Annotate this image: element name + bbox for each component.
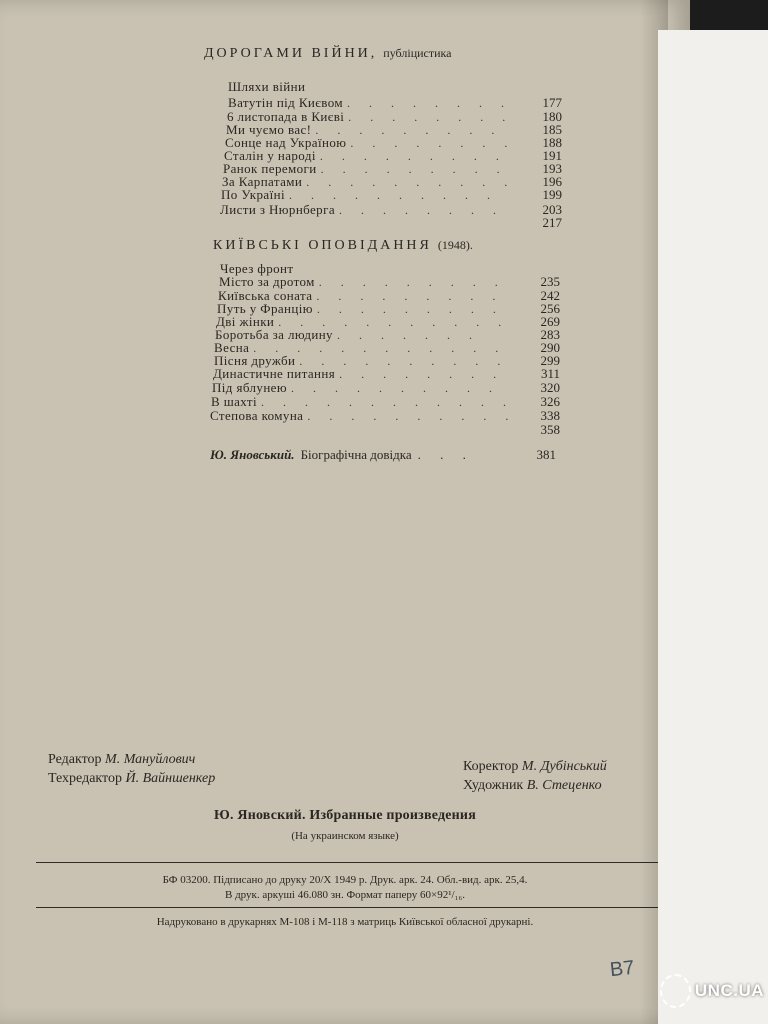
toc-item-title: Під яблунею [212,380,287,395]
bio-entry [210,447,556,463]
credit-artist-label: Художник [463,778,524,793]
imprint-line-3: Надруковано в друкарнях М-108 і М-118 з матриць Київської обласної друкарні. [156,916,534,928]
toc-item [221,188,562,202]
toc-item-page: 188 [542,135,562,150]
toc-leader: . . . . . . . . . . [290,382,500,395]
sun-logo-icon [660,974,691,1008]
toc-item-page: 196 [542,174,562,189]
toc-leader: . . . . . . . . . [316,303,504,316]
toc-leader: . . . . . . . . . [319,150,507,163]
credit-techeditor-label: Техредактор [48,771,122,786]
toc-item-page: 180 [542,109,562,124]
toc-item [211,395,560,409]
toc-item-page: 299 [540,353,560,368]
credit-artist-name: В. Стеценко [526,778,602,793]
toc-leader: . . . . . . . . . . [288,189,498,202]
toc-item-page: 191 [542,148,562,163]
credit-editor-name: М. Мануйлович [105,752,196,767]
toc-item [228,80,558,93]
toc-item-title: В шахті [211,394,257,409]
toc-item-title: Ми чуємо вас! [226,122,312,137]
next-page-edge [658,30,768,1024]
toc-item [220,203,562,217]
toc-item-page: 358 [540,422,560,437]
toc-item-page: 242 [540,288,560,303]
toc-item-title: Путь у Францію [217,301,313,316]
toc-leader: . . . . . . . . . . . . [253,342,507,355]
toc-item-page: 217 [542,215,562,230]
toc-item-page: 326 [540,394,560,409]
toc-item-page: 193 [542,161,562,176]
toc-item-title: Листи з Нюрнберга [220,202,335,217]
toc-item [219,275,560,289]
toc-item-page: 235 [540,274,560,289]
toc-leader: . . . . . . . . [346,97,512,110]
toc-item-title: Ранок перемоги [223,161,317,176]
toc-leader: . . . . . . . . . . [306,176,516,189]
toc-item [213,367,560,381]
handwritten-mark: В7 [608,956,636,982]
section-subtitle-2: (1948). [437,238,473,252]
toc-item-page: 269 [540,314,560,329]
section-title-1-text: ДОРОГАМИ ВІЙНИ, [204,46,378,61]
toc-leader: . . . . . . . . . [320,163,508,176]
credit-corrector [463,759,607,775]
toc-item-title: Боротьба за людину [215,327,333,342]
toc-item-title: За Карпатами [222,174,303,189]
toc-leader: . . . . . . . . . . [307,410,517,423]
book-title: Ю. Яновский. Избранные произведения [214,808,476,823]
toc-item-title: Династичне питання [213,366,336,381]
toc-item-title: Шляхи війни [228,79,306,94]
imprint-line-2: В друк. аркуші 46.080 зн. Формат паперу 60×92¹/₁₆. [224,889,465,901]
credit-artist [463,778,602,794]
bio-author: Ю. Яновський. [210,447,295,462]
toc-leader: . . . . . . . . . [316,290,504,303]
imprint-line-1: БФ 03200. Підписано до друку 20/Х 1949 р. Друк. арк. 24. Обл.-вид. арк. 25,4. [162,874,528,886]
toc-item-page: 203 [542,202,562,217]
toc-item-title: По Україні [221,187,285,202]
toc-item-page: 256 [540,301,560,316]
toc-item-title: 6 листопада в Києві [227,109,345,124]
toc-leader: . . . . . . . . [339,368,505,381]
toc-leader: . . . . . . . . . . . . [260,396,514,409]
bio-title: Біографічна довідка [300,447,412,462]
credit-corrector-name: М. Дубінський [521,759,607,774]
toc-leader: . . . . . . . . [348,111,514,124]
toc-item-title: Сталін у народі [224,148,316,163]
toc-item-title: Пісня дружби [214,353,296,368]
section-subtitle-1: публіцистика [383,46,452,60]
bio-page: 381 [536,447,556,462]
toc-leader: . . . . . . . . [350,137,516,150]
section-title-1 [204,46,452,62]
section-title-2-text: КИЇВСЬКІ ОПОВІДАННЯ [213,238,432,253]
toc-item [210,409,560,423]
toc-item-title: Сонце над Україною [225,135,347,150]
toc-leader: . . . . . . . . [339,204,504,217]
toc-item-page: 311 [540,366,560,381]
toc-leader: . . . . . . . [336,329,480,342]
toc-item-page: 185 [542,122,562,137]
toc-item-title: Київська соната [218,288,313,303]
credit-techeditor [48,771,215,787]
toc-item-title: Місто за дротом [219,274,315,289]
section-title-2 [213,238,473,254]
toc-leader: . . . . . . . . . [315,124,503,137]
toc-item-page: 199 [542,187,562,202]
toc-item [228,96,562,110]
toc-item-page: 338 [540,408,560,423]
toc-item-title: Дві жінки [216,314,275,329]
toc-item-page: 283 [540,327,560,342]
toc-leader: . . . . . . . . . [318,276,506,289]
toc-leader: . . . . . . . . . . . [278,316,510,329]
toc-item [212,381,560,395]
toc-item-page: 290 [540,340,560,355]
toc-item-page: 320 [540,380,560,395]
toc-item-title: Весна [214,340,250,355]
credit-corrector-label: Коректор [463,759,519,774]
toc-item-title: Ватутін під Києвом [228,95,343,110]
watermark-text: UNC.UA [694,981,764,1000]
credit-techeditor-name: Й. Вайншенкер [125,771,216,786]
watermark [660,966,764,1016]
toc-item-title: Степова комуна [210,408,304,423]
imprint-rule-bottom [36,907,658,908]
toc-item [215,328,560,342]
toc-leader: . . . . . . . . . . [299,355,509,368]
toc-item-page: 177 [542,95,562,110]
toc-item [210,423,560,436]
toc-leader: . . . [417,447,474,462]
imprint-rule-top [36,862,658,863]
credit-editor [48,752,195,768]
toc-item [219,216,562,229]
book-language-note: (На украинском языке) [291,830,399,842]
toc-item-title: Через фронт [220,261,294,276]
credit-editor-label: Редактор [48,752,102,767]
